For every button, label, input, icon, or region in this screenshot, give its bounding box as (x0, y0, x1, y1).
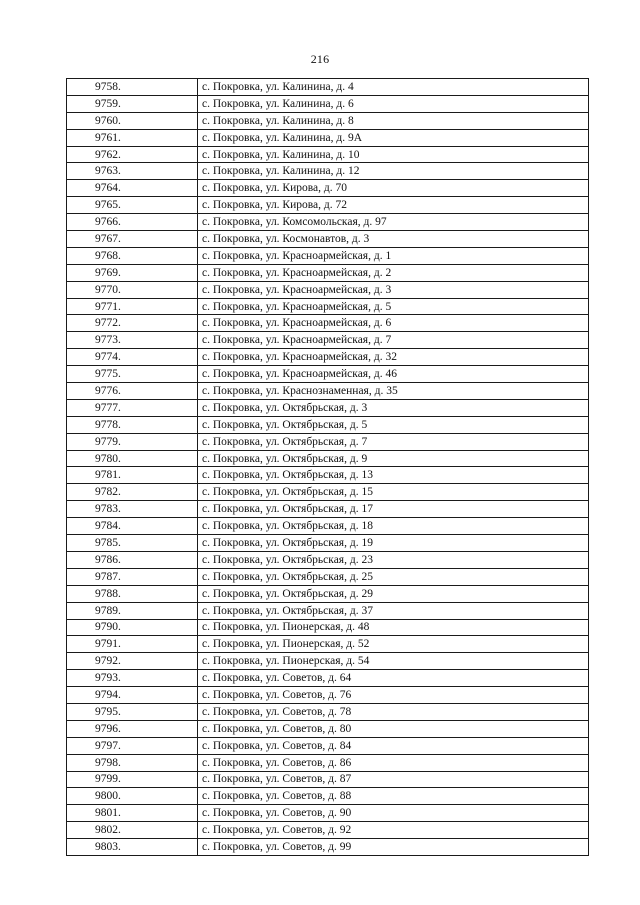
row-number-cell: 9797. (67, 737, 198, 754)
table-row (67, 619, 589, 636)
row-number-cell: 9788. (67, 585, 198, 602)
row-number-cell: 9803. (67, 839, 198, 856)
row-number-cell: 9798. (67, 754, 198, 771)
row-number-cell: 9799. (67, 771, 198, 788)
table-row (67, 433, 589, 450)
address-cell: с. Покровка, ул. Октябрьская, д. 7 (198, 433, 589, 450)
address-cell: с. Покровка, ул. Октябрьская, д. 3 (198, 399, 589, 416)
table-row (67, 670, 589, 687)
table-row (67, 95, 589, 112)
row-number-cell: 9758. (67, 79, 198, 96)
row-number-cell: 9769. (67, 264, 198, 281)
address-cell: с. Покровка, ул. Красноармейская, д. 2 (198, 264, 589, 281)
table-row (67, 467, 589, 484)
table-row (67, 771, 589, 788)
address-cell: с. Покровка, ул. Калинина, д. 6 (198, 95, 589, 112)
table-row (67, 602, 589, 619)
address-cell: с. Покровка, ул. Советов, д. 80 (198, 720, 589, 737)
row-number-cell: 9787. (67, 568, 198, 585)
row-number-cell: 9785. (67, 535, 198, 552)
table-row (67, 315, 589, 332)
row-number-cell: 9779. (67, 433, 198, 450)
row-number-cell: 9774. (67, 349, 198, 366)
table-row (67, 264, 589, 281)
address-cell: с. Покровка, ул. Советов, д. 78 (198, 703, 589, 720)
table-row (67, 805, 589, 822)
table-row (67, 349, 589, 366)
table-row (67, 383, 589, 400)
row-number-cell: 9786. (67, 551, 198, 568)
row-number-cell: 9778. (67, 416, 198, 433)
address-cell: с. Покровка, ул. Октябрьская, д. 25 (198, 568, 589, 585)
address-cell: с. Покровка, ул. Калинина, д. 10 (198, 146, 589, 163)
row-number-cell: 9777. (67, 399, 198, 416)
row-number-cell: 9764. (67, 180, 198, 197)
table-row (67, 231, 589, 248)
address-cell: с. Покровка, ул. Краснознаменная, д. 35 (198, 383, 589, 400)
row-number-cell: 9767. (67, 231, 198, 248)
row-number-cell: 9780. (67, 450, 198, 467)
table-row (67, 501, 589, 518)
address-table-container (66, 78, 589, 856)
row-number-cell: 9783. (67, 501, 198, 518)
row-number-cell: 9793. (67, 670, 198, 687)
table-row (67, 636, 589, 653)
row-number-cell: 9765. (67, 197, 198, 214)
address-cell: с. Покровка, ул. Советов, д. 84 (198, 737, 589, 754)
address-cell: с. Покровка, ул. Советов, д. 87 (198, 771, 589, 788)
table-row (67, 416, 589, 433)
table-row (67, 535, 589, 552)
page-number: 216 (310, 52, 330, 66)
address-cell: с. Покровка, ул. Октябрьская, д. 5 (198, 416, 589, 433)
table-row (67, 281, 589, 298)
row-number-cell: 9766. (67, 214, 198, 231)
row-number-cell: 9771. (67, 298, 198, 315)
address-cell: с. Покровка, ул. Октябрьская, д. 18 (198, 518, 589, 535)
row-number-cell: 9776. (67, 383, 198, 400)
table-row (67, 298, 589, 315)
row-number-cell: 9760. (67, 112, 198, 129)
address-cell: с. Покровка, ул. Красноармейская, д. 7 (198, 332, 589, 349)
row-number-cell: 9761. (67, 129, 198, 146)
table-row (67, 129, 589, 146)
table-row (67, 737, 589, 754)
address-cell: с. Покровка, ул. Октябрьская, д. 29 (198, 585, 589, 602)
address-cell: с. Покровка, ул. Советов, д. 88 (198, 788, 589, 805)
row-number-cell: 9768. (67, 247, 198, 264)
table-row (67, 180, 589, 197)
table-row (67, 518, 589, 535)
table-row (67, 214, 589, 231)
row-number-cell: 9772. (67, 315, 198, 332)
row-number-cell: 9795. (67, 703, 198, 720)
address-cell: с. Покровка, ул. Октябрьская, д. 9 (198, 450, 589, 467)
table-row (67, 568, 589, 585)
address-cell: с. Покровка, ул. Советов, д. 64 (198, 670, 589, 687)
table-row (67, 585, 589, 602)
table-row (67, 112, 589, 129)
row-number-cell: 9784. (67, 518, 198, 535)
row-number-cell: 9800. (67, 788, 198, 805)
table-row (67, 79, 589, 96)
address-cell: с. Покровка, ул. Калинина, д. 9А (198, 129, 589, 146)
table-row (67, 720, 589, 737)
table-row (67, 551, 589, 568)
table-row (67, 839, 589, 856)
address-cell: с. Покровка, ул. Октябрьская, д. 19 (198, 535, 589, 552)
address-cell: с. Покровка, ул. Октябрьская, д. 15 (198, 484, 589, 501)
row-number-cell: 9770. (67, 281, 198, 298)
table-row (67, 332, 589, 349)
address-cell: с. Покровка, ул. Советов, д. 92 (198, 822, 589, 839)
address-cell: с. Покровка, ул. Красноармейская, д. 46 (198, 366, 589, 383)
address-cell: с. Покровка, ул. Советов, д. 90 (198, 805, 589, 822)
address-cell: с. Покровка, ул. Октябрьская, д. 13 (198, 467, 589, 484)
table-row (67, 653, 589, 670)
row-number-cell: 9763. (67, 163, 198, 180)
address-cell: с. Покровка, ул. Кирова, д. 70 (198, 180, 589, 197)
table-row (67, 703, 589, 720)
address-cell: с. Покровка, ул. Калинина, д. 12 (198, 163, 589, 180)
address-cell: с. Покровка, ул. Комсомольская, д. 97 (198, 214, 589, 231)
table-row (67, 399, 589, 416)
row-number-cell: 9794. (67, 687, 198, 704)
row-number-cell: 9782. (67, 484, 198, 501)
table-row (67, 687, 589, 704)
address-table-body (67, 79, 589, 856)
address-cell: с. Покровка, ул. Красноармейская, д. 1 (198, 247, 589, 264)
address-cell: с. Покровка, ул. Октябрьская, д. 17 (198, 501, 589, 518)
address-cell: с. Покровка, ул. Пионерская, д. 52 (198, 636, 589, 653)
address-cell: с. Покровка, ул. Космонавтов, д. 3 (198, 231, 589, 248)
table-row (67, 822, 589, 839)
row-number-cell: 9789. (67, 602, 198, 619)
row-number-cell: 9792. (67, 653, 198, 670)
address-cell: с. Покровка, ул. Калинина, д. 4 (198, 79, 589, 96)
row-number-cell: 9762. (67, 146, 198, 163)
table-row (67, 197, 589, 214)
table-row (67, 754, 589, 771)
row-number-cell: 9796. (67, 720, 198, 737)
address-table (66, 78, 589, 856)
table-row (67, 146, 589, 163)
row-number-cell: 9802. (67, 822, 198, 839)
address-cell: с. Покровка, ул. Калинина, д. 8 (198, 112, 589, 129)
row-number-cell: 9801. (67, 805, 198, 822)
row-number-cell: 9773. (67, 332, 198, 349)
row-number-cell: 9781. (67, 467, 198, 484)
address-cell: с. Покровка, ул. Пионерская, д. 54 (198, 653, 589, 670)
row-number-cell: 9791. (67, 636, 198, 653)
address-cell: с. Покровка, ул. Советов, д. 76 (198, 687, 589, 704)
table-row (67, 484, 589, 501)
address-cell: с. Покровка, ул. Красноармейская, д. 5 (198, 298, 589, 315)
row-number-cell: 9775. (67, 366, 198, 383)
address-cell: с. Покровка, ул. Красноармейская, д. 3 (198, 281, 589, 298)
address-cell: с. Покровка, ул. Пионерская, д. 48 (198, 619, 589, 636)
table-row (67, 247, 589, 264)
address-cell: с. Покровка, ул. Кирова, д. 72 (198, 197, 589, 214)
address-cell: с. Покровка, ул. Красноармейская, д. 32 (198, 349, 589, 366)
address-cell: с. Покровка, ул. Октябрьская, д. 23 (198, 551, 589, 568)
address-cell: с. Покровка, ул. Красноармейская, д. 6 (198, 315, 589, 332)
row-number-cell: 9759. (67, 95, 198, 112)
table-row (67, 788, 589, 805)
address-cell: с. Покровка, ул. Советов, д. 99 (198, 839, 589, 856)
address-cell: с. Покровка, ул. Советов, д. 86 (198, 754, 589, 771)
table-row (67, 163, 589, 180)
table-row (67, 450, 589, 467)
table-row (67, 366, 589, 383)
address-cell: с. Покровка, ул. Октябрьская, д. 37 (198, 602, 589, 619)
row-number-cell: 9790. (67, 619, 198, 636)
